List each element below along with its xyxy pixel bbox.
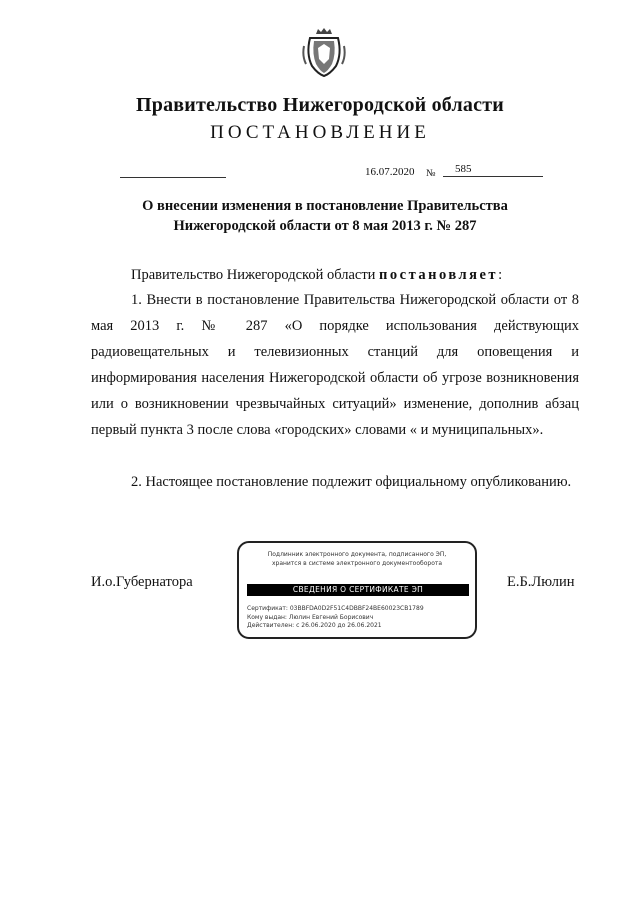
blank-line xyxy=(120,176,226,178)
document-type: ПОСТАНОВЛЕНИЕ xyxy=(210,122,430,143)
stamp-note-line-2: хранится в системе электронного документооборота xyxy=(271,560,443,567)
subject-line-2: Нижегородской области от 8 мая 2013 г. № 287 xyxy=(173,218,477,234)
document-subject xyxy=(90,196,560,236)
stamp-issued-to: Кому выдан: Люлин Евгений Борисович xyxy=(247,613,374,621)
coat-of-arms-emblem xyxy=(302,26,346,78)
document-number: 585 xyxy=(455,163,472,175)
item-1-paragraph xyxy=(91,287,579,443)
stamp-certificate: Сертификат: 03BBFDA0D2F51C4DBBF24BE60023CB1789 xyxy=(247,605,424,612)
stamp-valid: Действителен: с 26.06.2020 до 26.06.2021 xyxy=(247,622,382,629)
stamp-details xyxy=(247,605,424,631)
number-underline xyxy=(443,176,543,177)
signer-position: И.о.Губернатора xyxy=(91,574,193,590)
preamble-end: : xyxy=(498,267,503,283)
subject-line-1: О внесении изменения в постановление Правительства xyxy=(142,198,508,214)
authority-title: Правительство Нижегородской области xyxy=(136,94,504,116)
signer-name: Е.Б.Люлин xyxy=(507,574,575,590)
item-2-paragraph xyxy=(91,469,579,495)
stamp-title-bar: СВЕДЕНИЯ О СЕРТИФИКАТЕ ЭП xyxy=(247,584,469,596)
preamble xyxy=(91,262,579,288)
stamp-note-line-1: Подлинник электронного документа, подписанного ЭП, xyxy=(267,551,447,558)
preamble-verb: постановляет xyxy=(379,267,499,283)
preamble-start: Правительство Нижегородской области xyxy=(131,267,380,283)
electronic-signature-stamp xyxy=(237,541,477,639)
document-date: 16.07.2020 xyxy=(365,166,415,178)
item-2-text: 2. Настоящее постановление подлежит официальному опубликованию. xyxy=(131,474,572,490)
number-sign: № xyxy=(426,168,436,179)
stamp-note xyxy=(239,550,475,568)
item-1-text: 1. Внести в постановление Правительства Нижегородской области от 8 мая 2013 г. № 287 «О порядке использования действующих радиовещательных и телевизионных станций для оповещения и информирования населения Нижегородской области об угрозе возникновения или о возникновении чрезвычайных ситуаций» изменение, дополнив абзац первый пункта 3 после слова «городских» словами « и муниципальных». xyxy=(91,292,579,438)
